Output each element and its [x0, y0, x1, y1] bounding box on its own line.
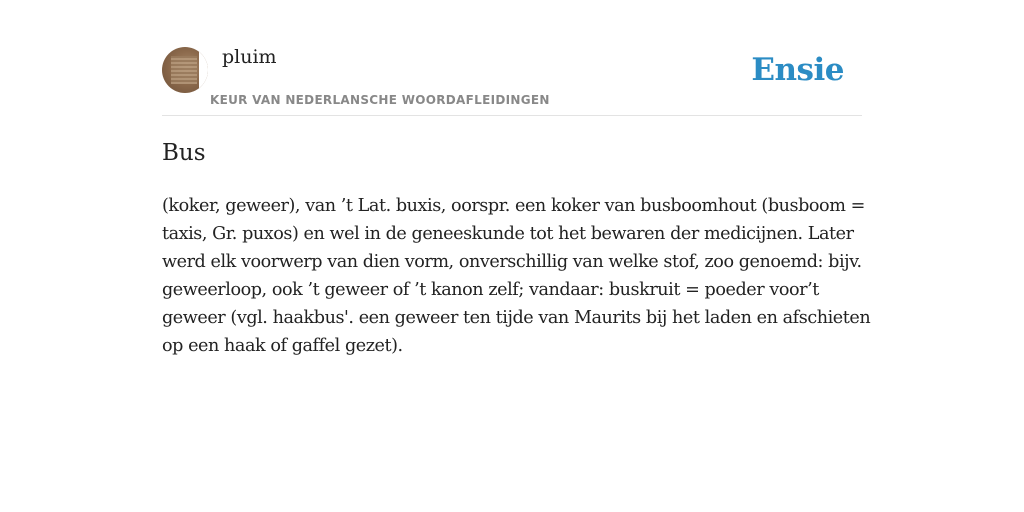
avatar[interactable] [162, 47, 208, 93]
entry-title: Bus [162, 140, 206, 166]
username-link[interactable]: pluim [222, 46, 277, 68]
source-link[interactable]: KEUR VAN NEDERLANSCHE WOORDAFLEIDINGEN [210, 93, 550, 107]
entry-definition: (koker, geweer), van ’t Lat. buxis, oorspr. een koker van busboomhout (busboom = taxis, Gr. puxos) en wel in de geneeskunde tot het bewaren der medicijnen. Later werd elk voorwerp van dien vorm, onverschillig van welke stof, zoo genoemd: bijv. geweerloop, ook ’t geweer of ’t kanon zelf; vandaar: buskruit = poeder voor’t geweer (vgl. haakbus'. een geweer ten tijde van Maurits bij het laden en afschieten op een haak of gaffel gezet). [162, 196, 871, 356]
avatar-image [171, 56, 197, 84]
ensie-logo[interactable]: Ensie [751, 52, 844, 88]
entry-header [162, 40, 862, 116]
